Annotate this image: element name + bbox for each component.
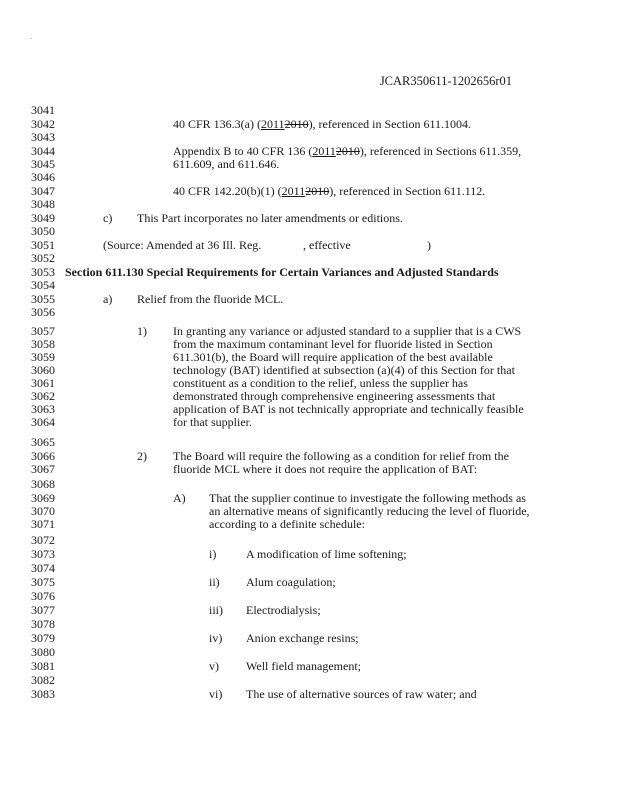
line-number: 3078: [31, 617, 55, 631]
method-text: Anion exchange resins;: [246, 631, 359, 645]
reference-text: 40 CFR 136.3(a) (: [173, 117, 261, 131]
item-c-label: c): [103, 211, 113, 225]
method-text: Alum coagulation;: [246, 575, 336, 589]
item-1-line: constituent as a condition to the relief, unless the supplier has: [173, 376, 468, 390]
section-heading: Section 611.130 Special Requirements for Certain Variances and Adjusted Standards: [65, 265, 499, 279]
line-number: 3071: [31, 517, 55, 531]
line-number: 3062: [31, 389, 55, 403]
reference-text: ), referenced in Section 611.1004.: [308, 117, 472, 131]
line-number: 3050: [31, 224, 55, 238]
item-1-line: technology (BAT) identified at subsection (a)(4) of this Section for that: [173, 363, 515, 377]
line-number: 3079: [31, 631, 55, 645]
reference-text: Appendix B to 40 CFR 136 (: [173, 144, 313, 158]
item-A-line: according to a definite schedule:: [209, 517, 365, 531]
line-number: 3070: [31, 504, 55, 518]
item-A-line: an alternative means of significantly reducing the level of fluoride,: [209, 504, 530, 518]
source-note-a: (Source: Amended at 36 Ill. Reg.: [103, 238, 262, 252]
deleted-year: 2010: [284, 117, 309, 131]
item-1-label: 1): [137, 324, 147, 338]
item-1-line: demonstrated through comprehensive engineering assessments that: [173, 389, 496, 403]
line-number: 3060: [31, 363, 55, 377]
line-number: 3063: [31, 402, 55, 416]
method-label: iv): [209, 631, 223, 645]
line-number: 3046: [31, 170, 55, 184]
line-number: 3069: [31, 491, 55, 505]
deleted-year: 2010: [305, 184, 330, 198]
method-text: Well field management;: [246, 659, 361, 673]
item-2-line: The Board will require the following as a condition for relief from the: [173, 449, 509, 463]
item-a-label: a): [103, 292, 113, 306]
line-number: 3064: [31, 415, 55, 429]
line-number: 3072: [31, 533, 55, 547]
line-number: 3067: [31, 462, 55, 476]
source-note-b: , effective: [303, 238, 351, 252]
line-number: 3058: [31, 337, 55, 351]
line-number: 3048: [31, 197, 55, 211]
document-id-header: JCAR350611-1202656r01: [379, 74, 512, 88]
line-number: 3049: [31, 211, 55, 225]
line-number: 3044: [31, 144, 55, 158]
item-1-line: for that supplier.: [173, 415, 252, 429]
item-c-text: This Part incorporates no later amendments or editions.: [137, 211, 403, 225]
line-number: 3055: [31, 292, 55, 306]
line-number: 3057: [31, 324, 55, 338]
item-1-line: 611.301(b), the Board will require application of the best available: [173, 350, 493, 364]
line-number: 3056: [31, 305, 55, 319]
line-number: 3042: [31, 117, 55, 131]
page-mark: .: [30, 32, 32, 41]
line-number: 3083: [31, 687, 55, 701]
line-number: 3076: [31, 589, 55, 603]
method-label: ii): [209, 575, 220, 589]
line-number: 3045: [31, 157, 55, 171]
item-1-line: application of BAT is not technically appropriate and technically feasible: [173, 402, 524, 416]
method-text: A modification of lime softening;: [246, 547, 407, 561]
line-number: 3054: [31, 278, 55, 292]
reference-142-20: [173, 185, 485, 198]
item-2-line: fluoride MCL where it does not require the application of BAT:: [173, 462, 478, 476]
line-number: 3080: [31, 645, 55, 659]
method-label: i): [209, 547, 217, 561]
item-1-line: In granting any variance or adjusted standard to a supplier that is a CWS: [173, 324, 522, 338]
line-number: 3061: [31, 376, 55, 390]
source-note-c: ): [427, 238, 431, 252]
line-number: 3081: [31, 659, 55, 673]
line-number: 3047: [31, 184, 55, 198]
line-number: 3068: [31, 477, 55, 491]
line-number: 3051: [31, 238, 55, 252]
inserted-year: 2011: [261, 117, 285, 131]
item-A-label: A): [173, 491, 186, 505]
line-number: 3066: [31, 449, 55, 463]
line-number: 3075: [31, 575, 55, 589]
line-number: 3077: [31, 603, 55, 617]
item-1-line: from the maximum contaminant level for fluoride listed in Section: [173, 337, 493, 351]
method-text: Electrodialysis;: [246, 603, 321, 617]
line-number: 3082: [31, 673, 55, 687]
reference-text: ), referenced in Sections 611.359,: [359, 144, 522, 158]
line-number: 3052: [31, 251, 55, 265]
line-number: 3065: [31, 435, 55, 449]
method-label: iii): [209, 603, 223, 617]
reference-appendix-b-cont: 611.609, and 611.646.: [173, 157, 280, 171]
deleted-year: 2010: [335, 144, 360, 158]
inserted-year: 2011: [281, 184, 306, 198]
inserted-year: 2011: [312, 144, 336, 158]
method-text: The use of alternative sources of raw water; and: [246, 687, 477, 701]
reference-text: 40 CFR 142.20(b)(1) (: [173, 184, 282, 198]
line-number: 3043: [31, 130, 55, 144]
item-2-label: 2): [137, 449, 147, 463]
line-number: 3053: [31, 265, 55, 279]
item-a-text: Relief from the fluoride MCL.: [137, 292, 284, 306]
item-A-line: That the supplier continue to investigate the following methods as: [209, 491, 526, 505]
line-number: 3041: [31, 103, 55, 117]
reference-136-3a: [173, 118, 471, 131]
reference-text: ), referenced in Section 611.112.: [329, 184, 486, 198]
line-number: 3059: [31, 350, 55, 364]
line-number: 3074: [31, 561, 55, 575]
method-label: v): [209, 659, 219, 673]
method-label: vi): [209, 687, 223, 701]
line-number: 3073: [31, 547, 55, 561]
